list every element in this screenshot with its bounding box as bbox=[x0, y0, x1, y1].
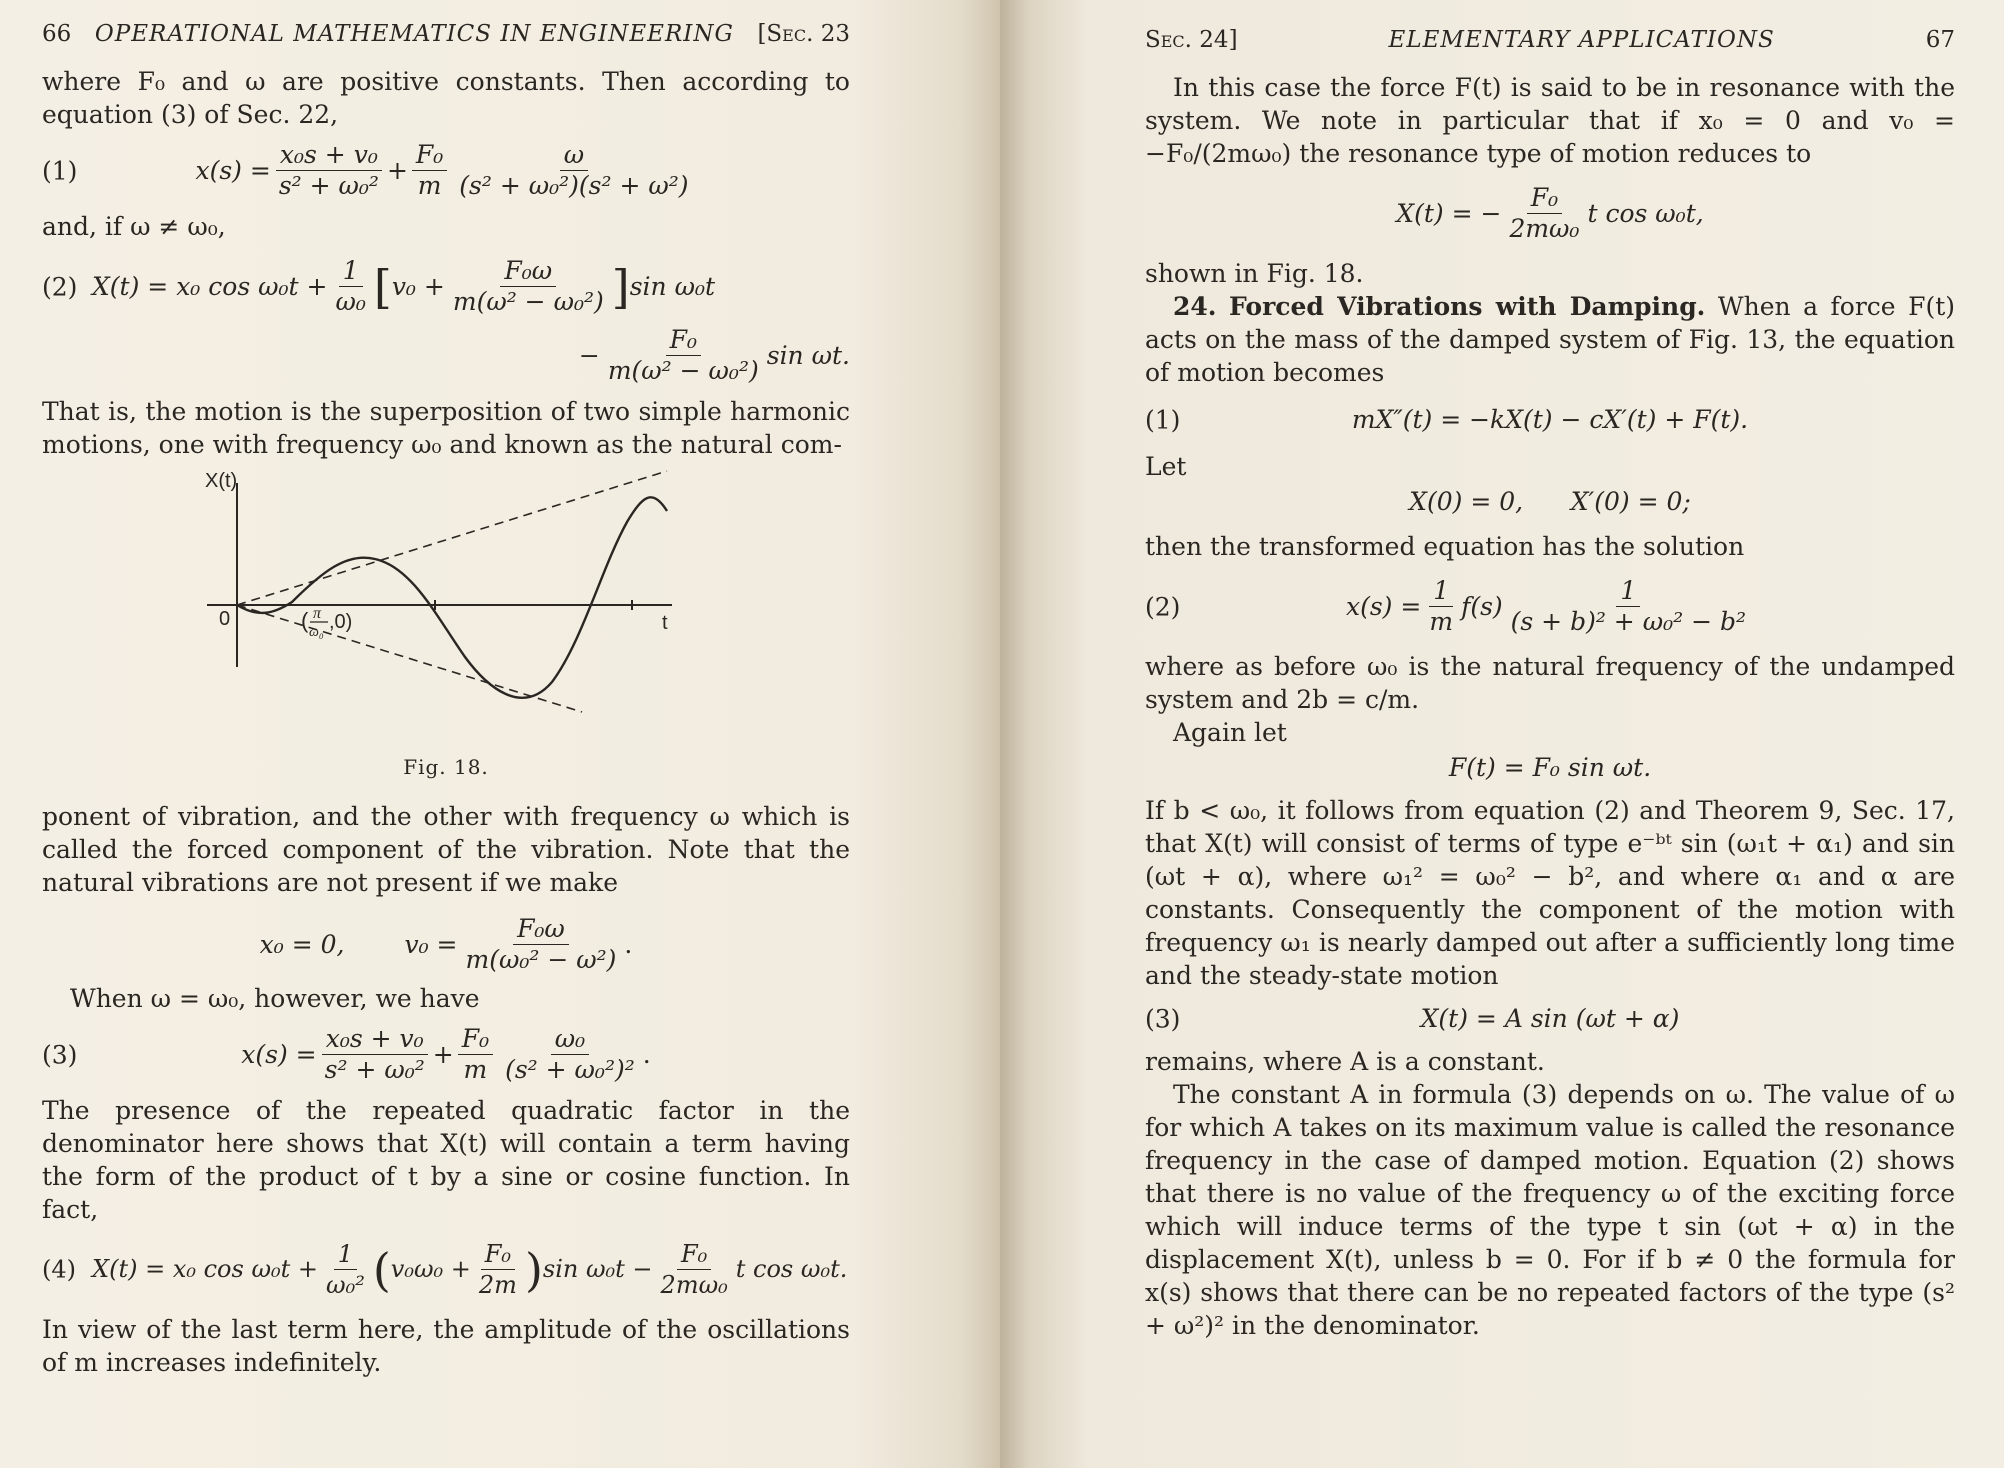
left-paragraph-2: and, if ω ≠ ω₀, bbox=[42, 212, 226, 241]
operator: − bbox=[578, 341, 600, 370]
point-label-numerator: π bbox=[313, 605, 322, 622]
initial-conditions bbox=[1145, 485, 1955, 518]
fraction bbox=[657, 1240, 732, 1299]
right-page-number: 67 bbox=[1925, 27, 1955, 53]
equation-body: X(0) = 0, X′(0) = 0; bbox=[1409, 487, 1691, 516]
right-paragraph-8: remains, where A is a constant. bbox=[1145, 1047, 1545, 1076]
left-equation-3 bbox=[42, 1025, 850, 1084]
right-paragraph-4: then the transformed equation has the solution bbox=[1145, 532, 1745, 561]
denominator: m bbox=[463, 1055, 488, 1084]
right-paragraph-2: shown in Fig. 18. bbox=[1145, 259, 1364, 288]
equation-number: (1) bbox=[42, 156, 78, 185]
equation-lhs: X(t) = − bbox=[1396, 199, 1502, 228]
right-paragraph-6: Again let bbox=[1173, 718, 1287, 747]
numerator: F₀ bbox=[458, 1025, 493, 1055]
point-label-denominator: ω₀ bbox=[309, 625, 324, 640]
left-equation-mid bbox=[42, 915, 850, 974]
section-24-paragraph bbox=[1145, 290, 1955, 389]
fraction bbox=[462, 915, 621, 974]
equation-term: v₀ω₀ + bbox=[390, 1255, 471, 1283]
forcing-function-equation bbox=[1145, 751, 1955, 784]
figure-caption: Fig. 18. bbox=[403, 755, 489, 779]
left-paragraph-4: ponent of vibration, and the other with frequency ω which is called the forced component of the vibration. Note that the natural vibrations are not present if we make bbox=[42, 802, 850, 897]
x-axis-label: t bbox=[662, 612, 668, 634]
left-running-title: OPERATIONAL MATHEMATICS IN ENGINEERING bbox=[94, 21, 734, 47]
fraction bbox=[1505, 184, 1583, 243]
equation-body: mX″(t) = −kX(t) − cX′(t) + F(t). bbox=[1351, 405, 1749, 434]
resonance-curve bbox=[237, 497, 667, 697]
equation-body: X(t) = A sin (ωt + α) bbox=[1420, 1004, 1680, 1033]
denominator: s² + ω₀² bbox=[324, 1055, 425, 1084]
denominator: ω₀² bbox=[326, 1271, 365, 1299]
left-equation-4 bbox=[42, 1240, 850, 1299]
numerator: 1 bbox=[334, 1240, 357, 1270]
left-equation-2-line-1 bbox=[42, 257, 850, 316]
numerator: ω₀ bbox=[551, 1025, 589, 1055]
upper-envelope-line bbox=[237, 471, 667, 605]
equation-lhs: x(s) = bbox=[195, 156, 271, 185]
equation-term: sin ω₀t bbox=[629, 272, 716, 301]
fraction bbox=[1425, 577, 1457, 636]
left-header bbox=[42, 18, 850, 51]
left-paragraph-7: In view of the last term here, the amplitude of the oscillations of m increases indefinitely. bbox=[42, 1315, 850, 1377]
numerator: F₀ bbox=[666, 326, 701, 356]
right-paragraph-5: where as before ω₀ is the natural frequency of the undamped system and 2b = c/m. bbox=[1145, 652, 1955, 714]
denominator: m(ω² − ω₀²) bbox=[607, 356, 759, 385]
equation-term: v₀ = bbox=[404, 930, 458, 959]
left-paragraph-6: The presence of the repeated quadratic factor in the denominator here shows that X(t) will contain a term having the form of the product of t by a sine or cosine function. In fact, bbox=[42, 1096, 850, 1224]
let-label: Let bbox=[1145, 452, 1187, 481]
right-page-content bbox=[1145, 24, 1955, 1342]
numerator: F₀ω bbox=[513, 915, 569, 945]
section-title: Forced Vibrations with Damping. bbox=[1229, 292, 1706, 321]
fraction bbox=[321, 1025, 429, 1084]
fraction bbox=[331, 257, 369, 316]
right-page bbox=[1000, 0, 2004, 1468]
numerator: F₀ bbox=[481, 1240, 515, 1270]
equation-term: v₀ + bbox=[391, 272, 445, 301]
left-paragraph-3: That is, the motion is the superposition of two simple harmonic motions, one with frequency ω₀ and known as the natural com- bbox=[42, 397, 850, 459]
right-paragraph-1: In this case the force F(t) is said to be in resonance with the system. We note in particular that if x₀ = 0 and v₀ = −F₀/(2mω₀) the resonance type of motion reduces to bbox=[1145, 73, 1955, 168]
section-number: 24. bbox=[1173, 292, 1217, 321]
right-equation-2 bbox=[1145, 577, 1955, 636]
right-equation-1 bbox=[1145, 403, 1955, 436]
denominator: (s² + ω₀²)² bbox=[505, 1055, 635, 1084]
fraction bbox=[604, 326, 763, 385]
numerator: F₀ω bbox=[500, 257, 556, 287]
numerator: 1 bbox=[339, 257, 363, 287]
equation-term: t cos ω₀t. bbox=[735, 1255, 848, 1283]
left-page bbox=[0, 0, 1000, 1468]
denominator: (s + b)² + ω₀² − b² bbox=[1510, 607, 1746, 636]
denominator: 2mω₀ bbox=[660, 1271, 728, 1299]
numerator: F₀ bbox=[412, 141, 447, 171]
left-page-content bbox=[42, 18, 850, 1379]
right-section-ref: Sec. 24] bbox=[1145, 27, 1238, 53]
equation-number: (4) bbox=[42, 1255, 76, 1283]
fraction bbox=[322, 1240, 369, 1299]
equation-term: sin ω₀t − bbox=[542, 1255, 653, 1283]
right-running-title: ELEMENTARY APPLICATIONS bbox=[1388, 27, 1775, 53]
fraction bbox=[449, 257, 608, 316]
left-section-ref: [Sec. 23 bbox=[757, 21, 850, 47]
right-paren: ) bbox=[524, 1242, 543, 1297]
denominator: (s² + ω₀²)(s² + ω²) bbox=[459, 171, 689, 200]
y-axis-label: X(t) bbox=[205, 470, 238, 492]
right-bracket: ] bbox=[611, 259, 630, 314]
section-intro-text: When a force F(t) acts on the mass of the damped system of Fig. 13, the equation of motion becomes bbox=[1145, 292, 1956, 387]
fraction bbox=[412, 141, 447, 200]
numerator: 1 bbox=[1616, 577, 1640, 607]
equation-lhs: x(s) = bbox=[241, 1040, 317, 1069]
equation-number: (2) bbox=[1145, 592, 1181, 621]
equation-number: (1) bbox=[1145, 405, 1181, 434]
right-paragraph-9: The constant A in formula (3) depends on ω. The value of ω for which A takes on its maximum value is called the resonance frequency in the case of damped motion. Equation (2) shows that there is no value of the frequency ω of the exciting force which will induce terms of the type t sin (ωt + α) in the displacement X(t), unless b = 0. For if b ≠ 0 the formula for x(s) shows that there can be no repeated factors of the type (s² + ω²)² in the denominator. bbox=[1145, 1080, 1955, 1340]
denominator: 2mω₀ bbox=[1509, 214, 1580, 243]
point-label-open-paren: ( bbox=[301, 608, 309, 633]
fraction bbox=[275, 141, 383, 200]
punctuation: . bbox=[642, 1040, 651, 1069]
equation-number: (3) bbox=[1145, 1004, 1181, 1033]
equation-term: sin ωt. bbox=[766, 341, 850, 370]
numerator: 1 bbox=[1429, 577, 1453, 607]
denominator: s² + ω₀² bbox=[278, 171, 379, 200]
point-label-rest: ,0) bbox=[329, 611, 353, 633]
equation-body: F(t) = F₀ sin ωt. bbox=[1448, 753, 1652, 782]
punctuation: . bbox=[624, 930, 633, 959]
numerator: x₀s + v₀ bbox=[322, 1025, 428, 1055]
numerator: x₀s + v₀ bbox=[276, 141, 382, 171]
equation-lhs: X(t) = x₀ cos ω₀t + bbox=[92, 272, 328, 301]
equation-term: f(s) bbox=[1461, 592, 1503, 621]
left-equation-1 bbox=[42, 141, 850, 200]
left-page-number: 66 bbox=[42, 21, 72, 47]
equation-term: t cos ω₀t, bbox=[1587, 199, 1704, 228]
numerator: F₀ bbox=[1527, 184, 1562, 214]
denominator: m bbox=[417, 171, 442, 200]
left-bracket: [ bbox=[373, 259, 392, 314]
fraction bbox=[475, 1240, 521, 1299]
right-paragraph-7: If b < ω₀, it follows from equation (2) and Theorem 9, Sec. 17, that X(t) will consist of terms of type e⁻ᵇᵗ sin (ω₁t + α₁) and sin (ωt + α), where ω₁² = ω₀² − b², and where α₁ and α are constants. Consequently the component of the motion with frequency ω₁ is nearly damped out after a sufficiently long time and the steady-state motion bbox=[1145, 796, 1955, 990]
operator: + bbox=[432, 1040, 454, 1069]
numerator: F₀ bbox=[677, 1240, 711, 1270]
equation-number: (3) bbox=[42, 1040, 78, 1069]
equation-lhs: x(s) = bbox=[1346, 592, 1422, 621]
denominator: ω₀ bbox=[335, 287, 366, 316]
figure-18-plot bbox=[197, 467, 717, 749]
denominator: m(ω₀² − ω²) bbox=[465, 945, 617, 974]
equation-term: x₀ = 0, bbox=[259, 930, 345, 959]
fraction bbox=[458, 1025, 493, 1084]
right-equation-3 bbox=[1145, 1002, 1955, 1035]
right-equation-resonance bbox=[1145, 184, 1955, 243]
left-paragraph-5: When ω = ω₀, however, we have bbox=[70, 984, 480, 1013]
fraction bbox=[1507, 577, 1750, 636]
left-paragraph-1: where F₀ and ω are positive constants. Then according to equation (3) of Sec. 22, bbox=[42, 67, 850, 129]
right-header bbox=[1145, 24, 1955, 57]
operator: + bbox=[386, 156, 408, 185]
denominator: m(ω² − ω₀²) bbox=[452, 287, 604, 316]
denominator: m bbox=[1429, 607, 1454, 636]
fraction bbox=[455, 141, 692, 200]
equation-lhs: X(t) = x₀ cos ω₀t + bbox=[92, 1255, 319, 1283]
numerator: ω bbox=[560, 141, 588, 171]
equation-number: (2) bbox=[42, 272, 78, 301]
figure-18 bbox=[42, 467, 850, 749]
denominator: 2m bbox=[478, 1271, 517, 1299]
left-equation-2-line-2 bbox=[42, 326, 850, 385]
origin-label: 0 bbox=[219, 608, 231, 630]
fraction bbox=[501, 1025, 639, 1084]
left-paren: ( bbox=[372, 1242, 391, 1297]
